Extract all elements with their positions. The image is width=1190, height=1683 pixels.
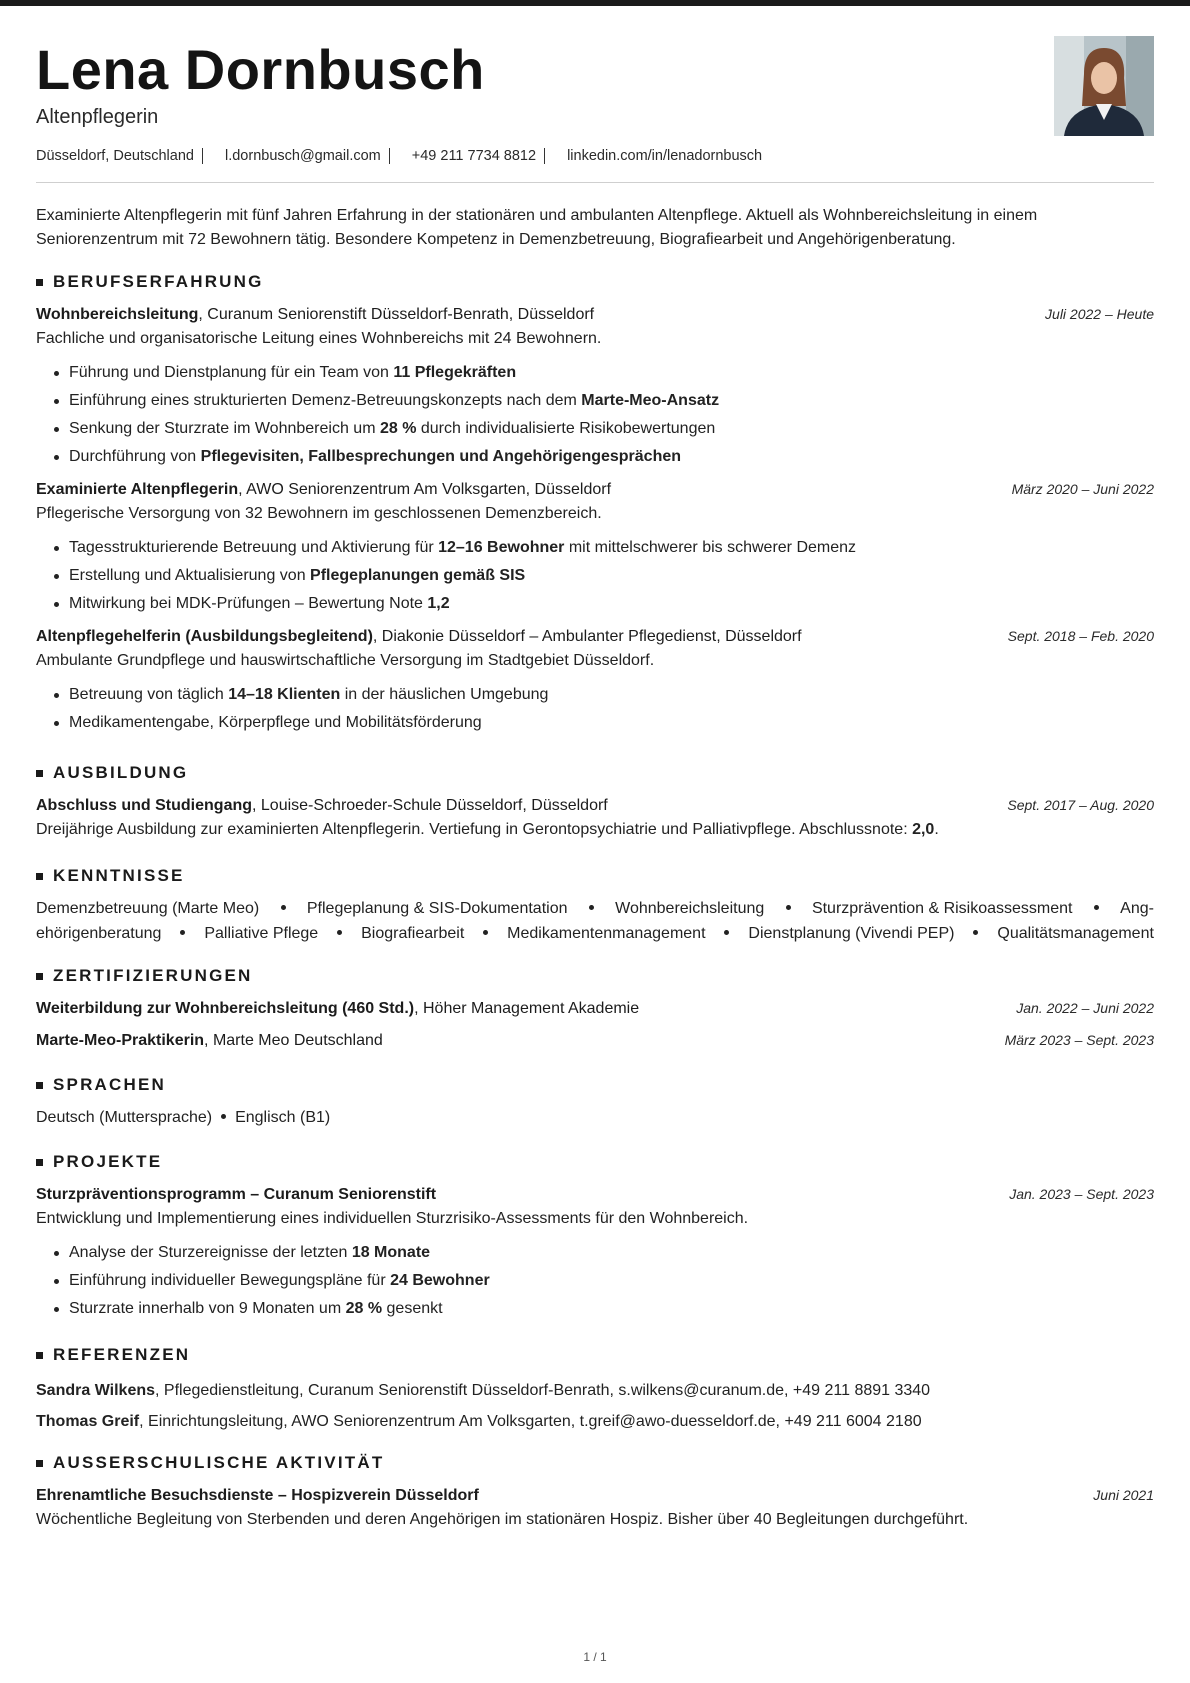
section-heading: ZERTIFIZIERUNGEN [36, 966, 1154, 986]
square-bullet-icon [36, 1159, 43, 1166]
section-projects [36, 1152, 1154, 1323]
contact-phone[interactable]: +49 211 7734 8812 [411, 148, 537, 164]
skill-item: ehörigenberatung [36, 925, 162, 942]
entry-date: Jan. 2023 – Sept. 2023 [1009, 1186, 1154, 1202]
entry-date: Juni 2021 [1093, 1487, 1154, 1503]
project-entry [36, 1182, 1154, 1323]
page-number: 1 / 1 [583, 1650, 607, 1664]
entry-title: Abschluss und Studiengang, Louise-Schroeder-Schule Düsseldorf, Düsseldorf [36, 797, 608, 814]
section-experience [36, 272, 1154, 737]
languages-list [36, 1105, 1154, 1130]
experience-entry [36, 477, 1154, 618]
entry-description: Pflegerische Versorgung von 32 Bewohnern im geschlossenen Demenzbereich. [36, 505, 602, 522]
list-item: Einführung eines strukturierten Demenz-Betreuungskonzepts nach dem Marte-Meo-Ansatz [52, 387, 1154, 415]
contact-separator [202, 148, 203, 164]
bullet-dot-icon [337, 930, 342, 935]
bullet-dot-icon [281, 905, 286, 910]
section-heading: AUSSERSCHULISCHE AKTIVITÄT [36, 1453, 1154, 1473]
skill-item: Medikamentenmanagement [507, 925, 706, 942]
contact-line [36, 148, 762, 164]
resume-header [36, 6, 1154, 184]
entry-date: Juli 2022 – Heute [1045, 306, 1154, 322]
skills-line [36, 921, 1154, 946]
bullet-dot-icon [483, 930, 488, 935]
entry-highlights [52, 359, 1154, 471]
entry-description: Fachliche und organisatorische Leitung eines Wohnbereichs mit 24 Bewohnern. [36, 330, 602, 347]
section-heading: KENNTNISSE [36, 866, 1154, 886]
profile-summary: Examinierte Altenpflegerin mit fünf Jahren Erfahrung in der stationären und ambulanten Altenpflege. Aktuell als Wohnbereichsleitung in einem Seniorenzentrum mit 72 Bewohnern tätig. Besondere Kompetenz in Demenzbetreuung, Biografiearbeit und Angehörigenberatung. [36, 207, 1038, 248]
bullet-dot-icon [973, 930, 978, 935]
certification-item: Marte-Meo-Praktikerin, Marte Meo Deutschland März 2023 – Sept. 2023 [36, 1028, 1154, 1053]
skill-item: Qualitätsmanagement [997, 925, 1154, 942]
section-skills [36, 866, 1154, 946]
bullet-dot-icon [180, 930, 185, 935]
list-item: Medikamentengabe, Körperpflege und Mobilitätsförderung [52, 709, 1154, 737]
skills-list [36, 896, 1154, 946]
list-item: Führung und Dienstplanung für ein Team von 11 Pflegekräften [52, 359, 1154, 387]
section-heading: BERUFSERFAHRUNG [36, 272, 1154, 292]
certification-item: Weiterbildung zur Wohnbereichsleitung (460 Std.), Höher Management Akademie Jan. 2022 – Juni 2022 [36, 996, 1154, 1021]
contact-location: Düsseldorf, Deutschland [36, 148, 194, 164]
list-item: Senkung der Sturzrate im Wohnbereich um 28 % durch individualisierte Risikobewertungen [52, 415, 1154, 443]
entry-title: Examinierte Altenpflegerin, AWO Seniorenzentrum Am Volksgarten, Düsseldorf [36, 481, 612, 498]
activity-entry [36, 1483, 1154, 1532]
skill-item: Pflegeplanung & SIS-Dokumentation [306, 900, 568, 917]
square-bullet-icon [36, 1352, 43, 1359]
skills-line [36, 896, 1154, 921]
entry-title: Wohnbereichsleitung, Curanum Seniorenstift Düsseldorf-Benrath, Düsseldorf [36, 306, 595, 323]
skill-item: Demenzbetreuung (Marte Meo) [36, 900, 260, 917]
bullet-dot-icon [786, 905, 791, 910]
reference-item: Thomas Greif, Einrichtungsleitung, AWO Seniorenzentrum Am Volksgarten, t.greif@awo-duesseldorf.de, +49 211 6004 2180 [36, 1413, 922, 1430]
section-heading: PROJEKTE [36, 1152, 1154, 1172]
entry-highlights [52, 681, 1154, 737]
entry-title: Altenpflegehelferin (Ausbildungsbegleitend), Diakonie Düsseldorf – Ambulanter Pflegedienst, Düsseldorf [36, 628, 802, 645]
bullet-dot-icon [221, 1114, 226, 1119]
entry-description: Dreijährige Ausbildung zur examinierten Altenpflegerin. Vertiefung in Gerontopsychiatrie und Palliativpflege. Abschlussnote: 2,0. [36, 821, 939, 838]
skill-item: Sturzprävention & Risikoassessment [811, 900, 1073, 917]
entry-description: Ambulante Grundpflege und hauswirtschaftliche Versorgung im Stadtgebiet Düsseldorf. [36, 652, 655, 669]
entry-title: Sturzpräventionsprogramm – Curanum Seniorenstift [36, 1186, 437, 1203]
section-heading: AUSBILDUNG [36, 763, 1154, 783]
entry-highlights [52, 534, 1154, 618]
entry-highlights [52, 1239, 1154, 1323]
list-item: Einführung individueller Bewegungspläne für 24 Bewohner [52, 1267, 1154, 1295]
profile-photo [1054, 36, 1154, 136]
contact-separator [544, 148, 545, 164]
section-heading: REFERENZEN [36, 1345, 1154, 1365]
experience-entry [36, 624, 1154, 737]
list-item: Tagesstrukturierende Betreuung und Aktivierung für 12–16 Bewohner mit mittelschwerer bis schwerer Demenz [52, 534, 1154, 562]
entry-date: Sept. 2018 – Feb. 2020 [1007, 628, 1154, 644]
list-item: Mitwirkung bei MDK-Prüfungen – Bewertung Note 1,2 [52, 590, 1154, 618]
section-activities [36, 1453, 1154, 1532]
candidate-role: Altenpflegerin [36, 106, 159, 128]
square-bullet-icon [36, 973, 43, 980]
education-entry [36, 793, 1154, 842]
contact-email[interactable]: l.dornbusch@gmail.com [224, 148, 381, 164]
experience-entry [36, 302, 1154, 471]
entry-description: Entwicklung und Implementierung eines individuellen Sturzrisiko-Assessments für den Wohnbereich. [36, 1210, 749, 1227]
entry-description: Wöchentliche Begleitung von Sterbenden und deren Angehörigen im stationären Hospiz. Bisher über 40 Begleitungen durchgeführt. [36, 1511, 969, 1528]
entry-date: März 2023 – Sept. 2023 [1004, 1032, 1154, 1048]
bullet-dot-icon [724, 930, 729, 935]
language-item: Englisch (B1) [235, 1109, 331, 1126]
header-divider [36, 182, 1154, 183]
list-item: Analyse der Sturzereignisse der letzten 18 Monate [52, 1239, 1154, 1267]
square-bullet-icon [36, 1082, 43, 1089]
section-references [36, 1345, 1154, 1437]
list-item: Betreuung von täglich 14–18 Klienten in der häuslichen Umgebung [52, 681, 1154, 709]
list-item: Erstellung und Aktualisierung von Pflegeplanungen gemäß SIS [52, 562, 1154, 590]
section-education [36, 763, 1154, 842]
candidate-name: Lena Dornbusch [36, 38, 485, 101]
entry-date: Sept. 2017 – Aug. 2020 [1007, 797, 1154, 813]
language-item: Deutsch (Muttersprache) [36, 1109, 213, 1126]
contact-separator [389, 148, 390, 164]
entry-date: März 2020 – Juni 2022 [1011, 481, 1154, 497]
list-item: Durchführung von Pflegevisiten, Fallbesprechungen und Angehörigengesprächen [52, 443, 1154, 471]
contact-linkedin[interactable]: linkedin.com/in/lenadornbusch [567, 148, 763, 164]
entry-date: Jan. 2022 – Juni 2022 [1016, 1000, 1154, 1016]
skill-item: Wohnbereichsleitung [615, 900, 765, 917]
section-heading: SPRACHEN [36, 1075, 1154, 1095]
section-languages [36, 1075, 1154, 1130]
list-item: Sturzrate innerhalb von 9 Monaten um 28 % gesenkt [52, 1295, 1154, 1323]
bullet-dot-icon [589, 905, 594, 910]
square-bullet-icon [36, 1460, 43, 1467]
bullet-dot-icon [1094, 905, 1099, 910]
square-bullet-icon [36, 770, 43, 777]
square-bullet-icon [36, 873, 43, 880]
skill-item: Palliative Pflege [204, 925, 319, 942]
reference-item: Sandra Wilkens, Pflegedienstleitung, Curanum Seniorenstift Düsseldorf-Benrath, s.wilkens@curanum.de, +49 211 8891 3340 [36, 1382, 931, 1399]
skill-item: Biografiearbeit [361, 925, 465, 942]
skill-item: Ang- [1120, 900, 1154, 917]
section-certifications [36, 966, 1154, 1053]
square-bullet-icon [36, 279, 43, 286]
resume-page [36, 6, 1154, 1538]
entry-title: Ehrenamtliche Besuchsdienste – Hospizverein Düsseldorf [36, 1487, 479, 1504]
skill-item: Dienstplanung (Vivendi PEP) [748, 925, 955, 942]
